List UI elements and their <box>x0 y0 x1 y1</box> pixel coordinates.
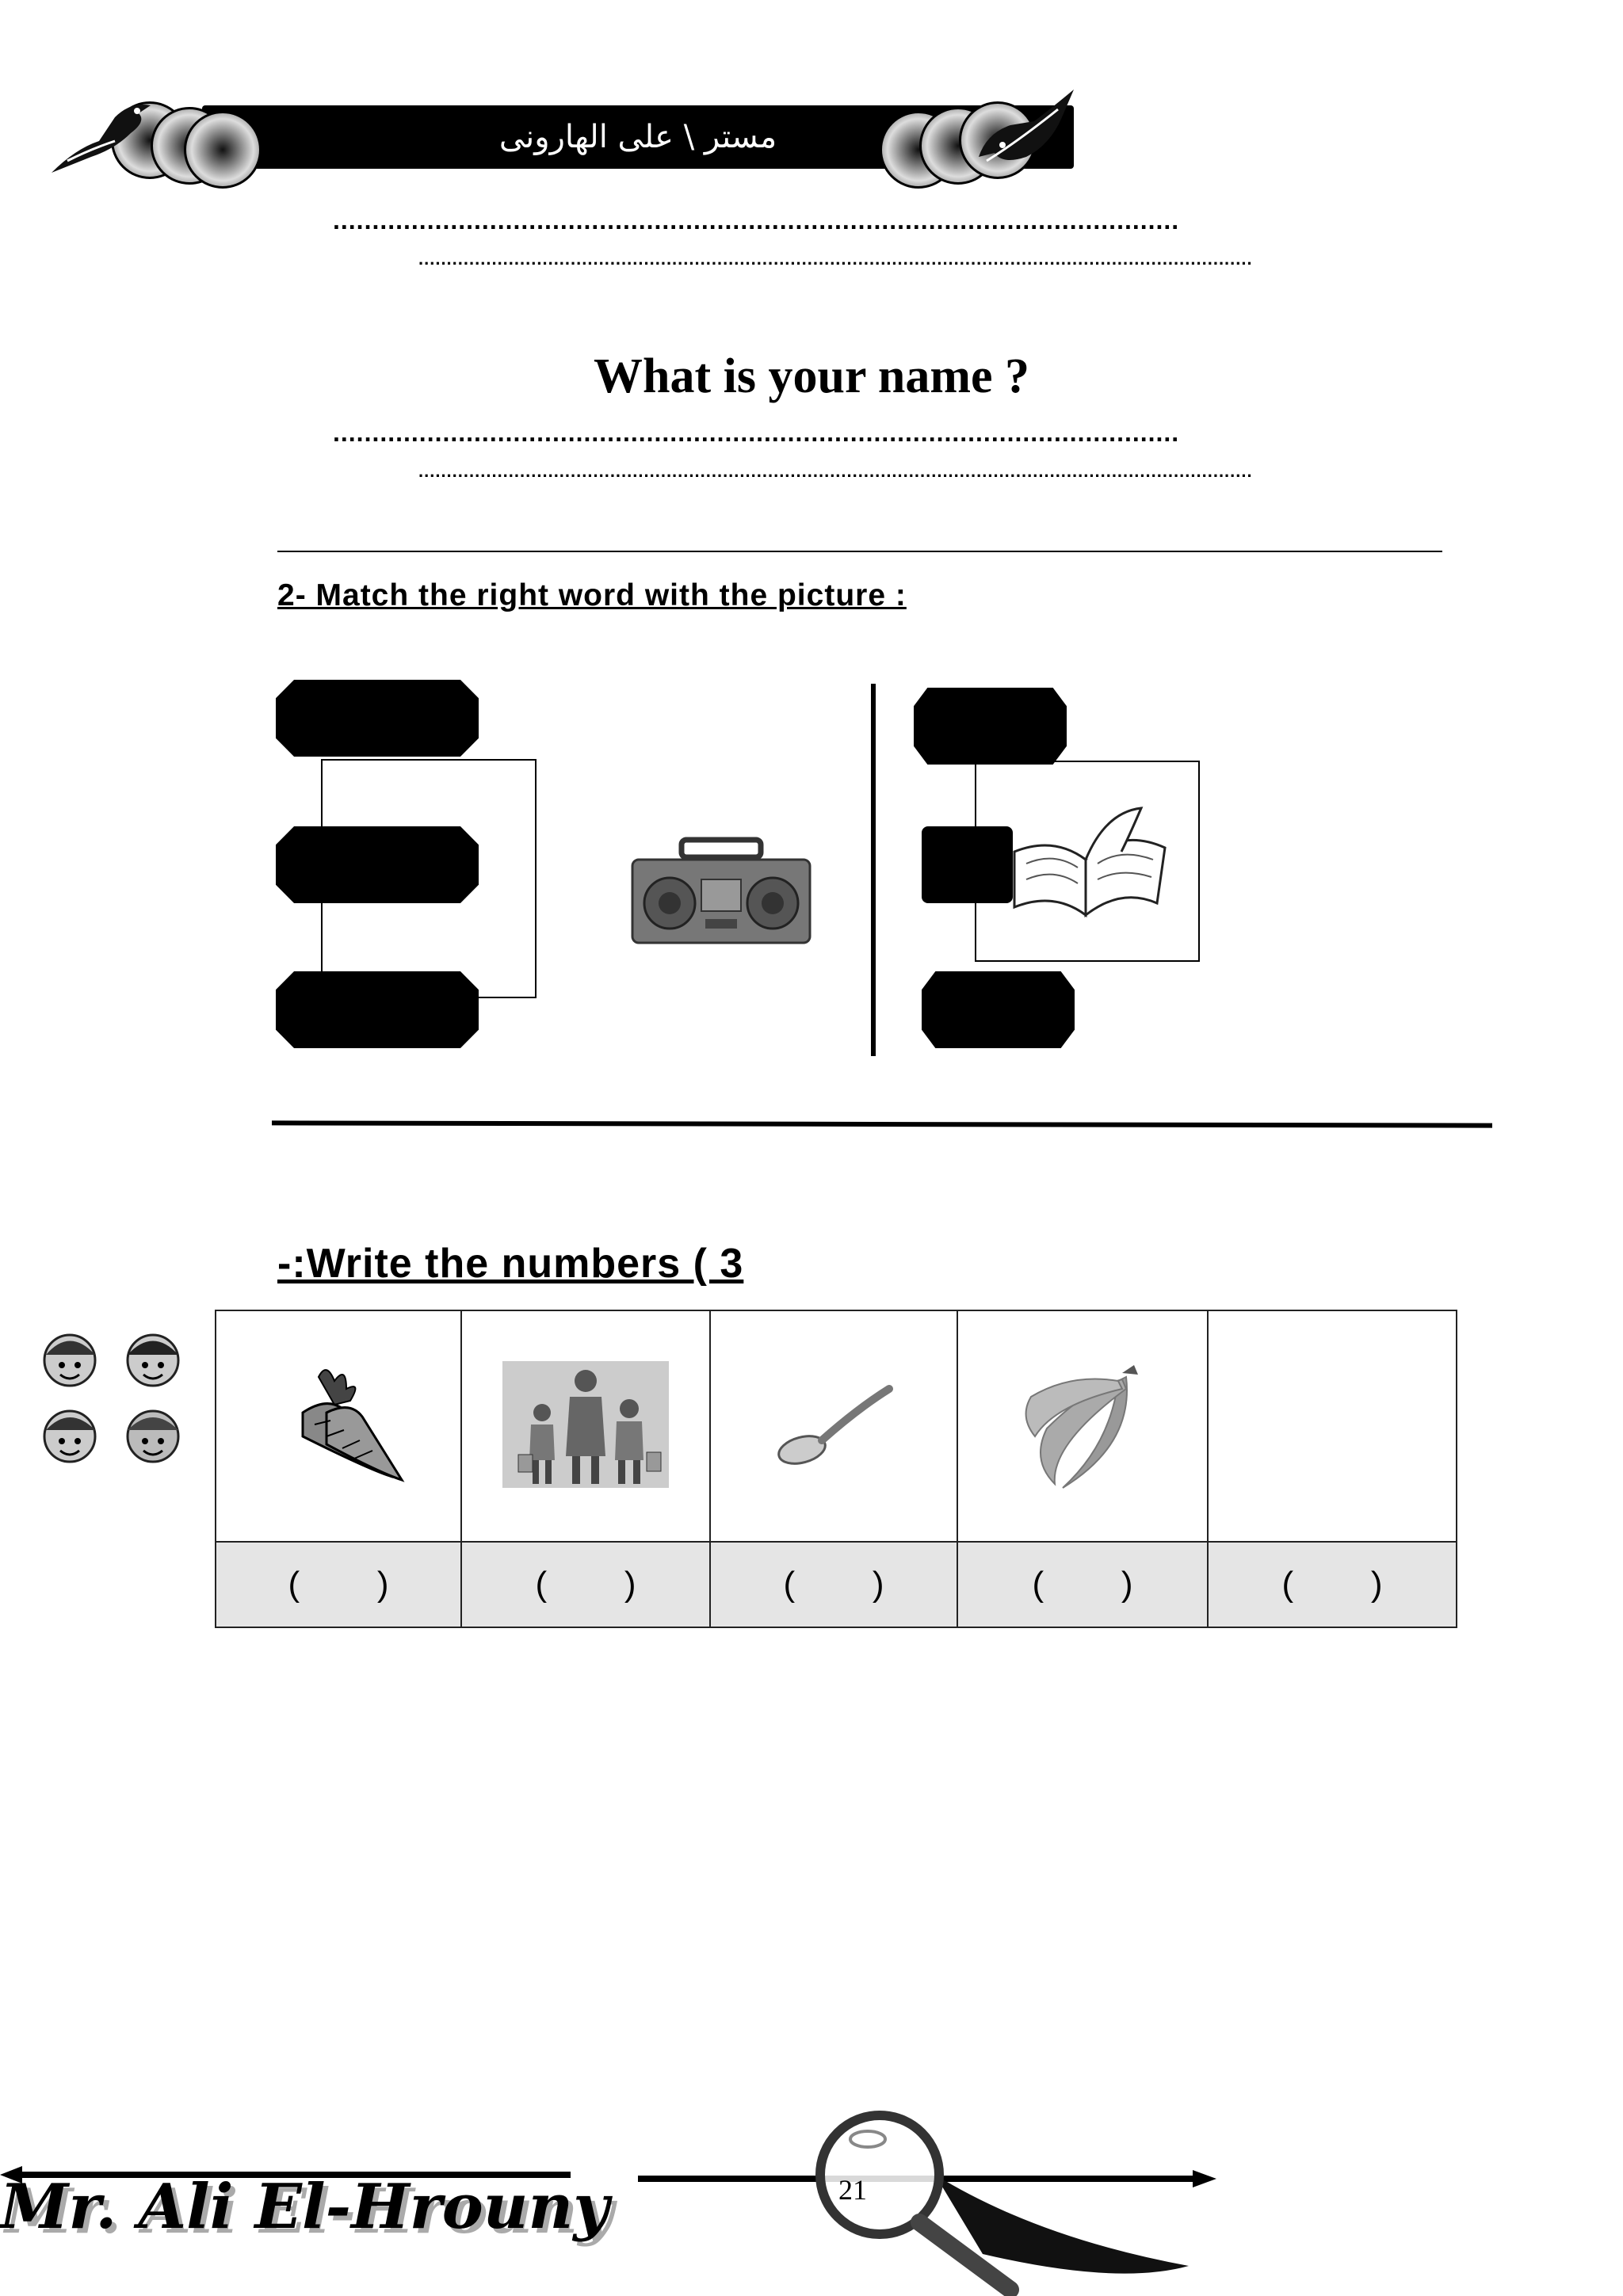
answer-cell[interactable] <box>461 1542 710 1627</box>
numbers-section-title: -:Write the numbers ( 3 <box>277 1241 744 1287</box>
divider <box>277 551 1442 552</box>
answer-cell[interactable] <box>710 1542 957 1627</box>
answer-parentheses: ( ) <box>288 1565 389 1604</box>
picture-cell <box>710 1310 957 1542</box>
radio-picture <box>626 836 816 947</box>
match-section-title: 2- Match the right word with the picture : <box>277 578 907 612</box>
word-box[interactable] <box>276 971 479 1048</box>
book-picture <box>1010 804 1169 919</box>
word-box[interactable] <box>276 826 479 903</box>
kids-faces-icon <box>38 1327 197 1474</box>
question-heading: What is your name ? <box>593 349 1029 403</box>
picture-cell <box>1208 1310 1457 1542</box>
author-signature: Mr. Ali El-Hrouny <box>0 2171 609 2243</box>
dotted-line: .................................................................................................................................................... <box>418 250 1253 268</box>
answer-parentheses: ( ) <box>535 1565 636 1604</box>
answer-parentheses: ( ) <box>783 1565 884 1604</box>
dotted-line: .................................................................................................................................................... <box>418 463 1253 480</box>
carrot-picture <box>271 1357 406 1492</box>
picture-cell <box>216 1310 461 1542</box>
answer-cell[interactable] <box>957 1542 1208 1627</box>
word-box[interactable] <box>276 680 479 757</box>
word-box[interactable] <box>922 826 1013 903</box>
family-picture <box>502 1361 669 1488</box>
answer-cell[interactable] <box>1208 1542 1457 1627</box>
page-number: 21 <box>838 2174 867 2206</box>
dotted-line: ............................................................................................................ <box>333 208 1180 233</box>
numbers-table <box>215 1310 1457 1628</box>
answer-parentheses: ( ) <box>1032 1565 1133 1604</box>
dotted-line: ............................................................................................................ <box>333 420 1180 445</box>
header-title: مستر \ على الهارونى <box>498 119 777 155</box>
picture-cell <box>957 1310 1208 1542</box>
answer-parentheses: ( ) <box>1281 1565 1383 1604</box>
word-box[interactable] <box>914 688 1067 765</box>
section-divider <box>272 1120 1492 1127</box>
word-box[interactable] <box>922 971 1075 1048</box>
banana-picture <box>1015 1357 1150 1492</box>
spoon-picture <box>770 1377 897 1472</box>
answer-cell[interactable] <box>216 1542 461 1627</box>
picture-cell <box>461 1310 710 1542</box>
vertical-divider <box>871 684 876 1056</box>
left-bird-icon <box>44 86 162 177</box>
